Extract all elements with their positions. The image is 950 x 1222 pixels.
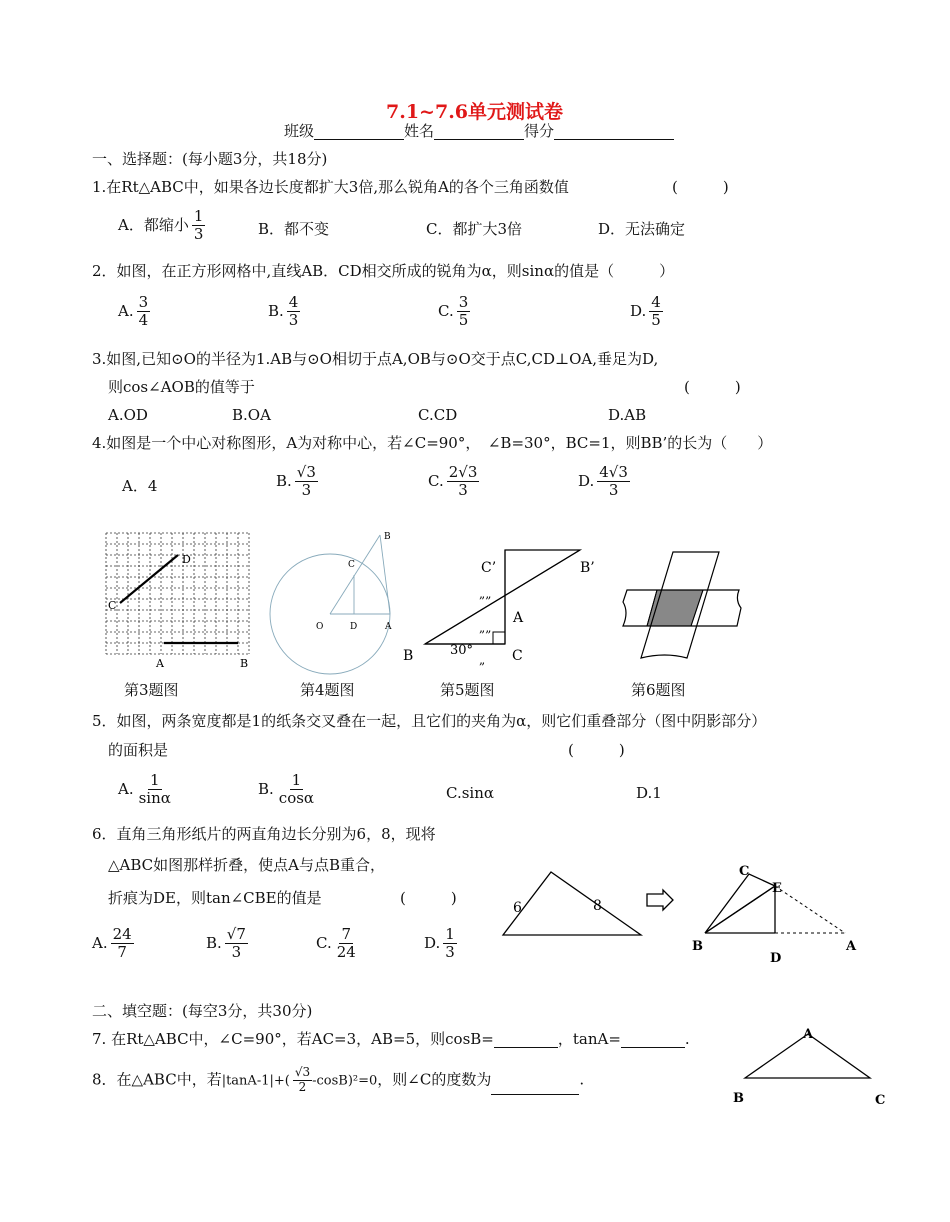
q1-option-b[interactable]: B．都不变 [258,220,330,238]
q4-option-d[interactable]: D. $\frac{4√3}{3}$ [578,463,628,500]
q3-paren: ( ) [684,378,741,396]
q6-option-a[interactable]: A. $\frac{24}{7}$ [92,925,132,962]
svg-text:C: C [875,1093,886,1108]
q1-stem: 1.在Rt△ABC中，如果各边长度都扩大3倍,那么锐角A的各个三角函数值 [92,178,569,196]
q2-option-a[interactable]: A. $\frac{3}{4}$ [118,293,149,330]
label-o: O [316,622,324,632]
label-a: A [385,622,392,632]
q5-paren: ( ) [568,741,625,759]
q6-stem: 6．直角三角形纸片的两直角边长分别为6，8，现将 [92,825,436,843]
q3-option-a[interactable]: A.OD [108,406,148,424]
svg-text:E: E [772,881,782,896]
q5-option-d[interactable]: D.1 [636,784,662,802]
figure-q6-fold [495,860,875,972]
label-c: C [108,599,117,612]
header-info [284,122,674,140]
q2-option-d[interactable]: D. $\frac{4}{5}$ [630,293,661,330]
figure-6-strips [615,540,745,670]
q6-paren: ( ) [400,889,457,907]
q3-option-b[interactable]: B.OA [232,406,271,424]
label-b: B [384,532,391,542]
svg-text:8: 8 [593,898,602,914]
label-b: B [240,657,249,670]
svg-text:A: A [803,1027,814,1042]
svg-text:C: C [739,864,750,879]
name-label: 姓名 [404,122,435,140]
q5-option-b[interactable]: B. $\frac{1}{\cos\alpha}$ [258,771,315,808]
label-c: C [348,560,355,570]
svg-text:30°: 30° [450,643,474,658]
label-d: D [182,553,191,566]
q3-option-c[interactable]: C.CD [418,406,458,424]
q6-stem3: 折痕为DE，则tan∠CBE的值是 [108,889,322,907]
q1-paren: ( ) [672,178,729,196]
name-field[interactable] [434,125,524,140]
q4-option-b[interactable]: B. $\frac{√3}{3}$ [276,463,316,500]
q6-option-c[interactable]: C. $\frac{7}{24}$ [316,925,356,962]
q4-option-a[interactable]: A．4 [122,477,158,495]
caption-fig6: 第6题图 [631,681,686,699]
q3-stem2: 则cos∠AOB的值等于 [108,378,255,396]
q7-blank-1[interactable] [494,1033,558,1048]
svg-text:B: B [733,1091,744,1106]
svg-text:A: A [513,610,524,626]
section2-heading: 二、填空题：(每空3分，共30分) [92,1002,313,1020]
class-field[interactable] [314,125,404,140]
q1-option-c[interactable]: C．都扩大3倍 [426,220,523,238]
q2-stem: 2．如图，在正方形网格中,直线AB．CD相交所成的锐角为α，则sinα的值是（ ） [92,262,675,280]
figure-5-symmetric [395,540,605,670]
q5-option-a[interactable]: A. $\frac{1}{\sin\alpha}$ [118,771,171,808]
svg-text:6: 6 [513,900,522,916]
svg-text:B: B [403,648,414,664]
section1-heading: 一、选择题：(每小题3分，共18分) [92,150,328,168]
score-label: 得分 [524,122,555,140]
label-d: D [350,622,358,632]
svg-text:B: B [692,939,703,954]
q1-option-d[interactable]: D．无法确定 [598,220,686,238]
q2-option-c[interactable]: C. $\frac{3}{5}$ [438,293,469,330]
class-label: 班级 [284,122,315,140]
svg-text:C: C [512,648,523,664]
q5-stem: 5．如图，两条宽度都是1的纸条交叉叠在一起，且它们的夹角为α，则它们重叠部分（图中阴影部分） [92,712,767,730]
svg-text:A: A [846,939,857,954]
q7: 7. 在Rt△ABC中，∠C=90°，若AC=3，AB=5，则cosB= ，tanA= . [92,1030,690,1048]
line-cd [120,555,178,603]
q6-option-b[interactable]: B. $\frac{√7}{3}$ [206,925,246,962]
label-a: A [156,657,164,670]
q4-option-c[interactable]: C. $\frac{2√3}{3}$ [428,463,478,500]
score-field[interactable] [554,125,674,140]
q6-option-d[interactable]: D. $\frac{1}{3}$ [424,925,455,962]
page-title: 7.1~7.6单元测试卷 [386,101,564,123]
svg-text:B’: B’ [580,560,595,576]
q4-stem: 4.如图是一个中心对称图形，A为对称中心，若∠C=90°， ∠B=30°，BC=1，则BB’的长为（ ） [92,434,773,452]
q3-option-d[interactable]: D.AB [608,406,647,424]
caption-fig4: 第4题图 [300,681,355,699]
figure-q8-triangle [725,1020,890,1110]
svg-text:D: D [770,951,782,966]
svg-text:C’: C’ [481,560,497,576]
svg-text:„: „ [479,653,486,667]
q7-blank-2[interactable] [621,1033,685,1048]
q5-stem2: 的面积是 [108,741,169,759]
q5-option-c[interactable]: C.sinα [446,784,494,802]
arrow-icon [647,890,673,910]
figure-4-circle [266,525,406,675]
caption-fig5: 第5题图 [440,681,495,699]
figure-3-grid [100,525,260,675]
svg-text:„„: „„ [479,621,492,635]
q6-stem2: △ABC如图那样折叠，使点A与点B重合， [108,856,386,874]
q8: 8．在△ABC中，若|tanA-1|+( $\frac{√3}{2}$ -cosB)²=0，则∠C的度数为 . [92,1065,585,1094]
svg-text:„„: „„ [479,587,492,601]
q8-blank[interactable] [491,1080,579,1095]
q3-stem: 3.如图,已知⊙O的半径为1.AB与⊙O相切于点A,OB与⊙O交于点C,CD⊥OA,垂足为D, [92,350,659,368]
q1-option-a[interactable]: A．都缩小 $\frac{1}{3}$ [118,207,204,244]
q2-option-b[interactable]: B. $\frac{4}{3}$ [268,293,299,330]
caption-fig3: 第3题图 [124,681,179,699]
